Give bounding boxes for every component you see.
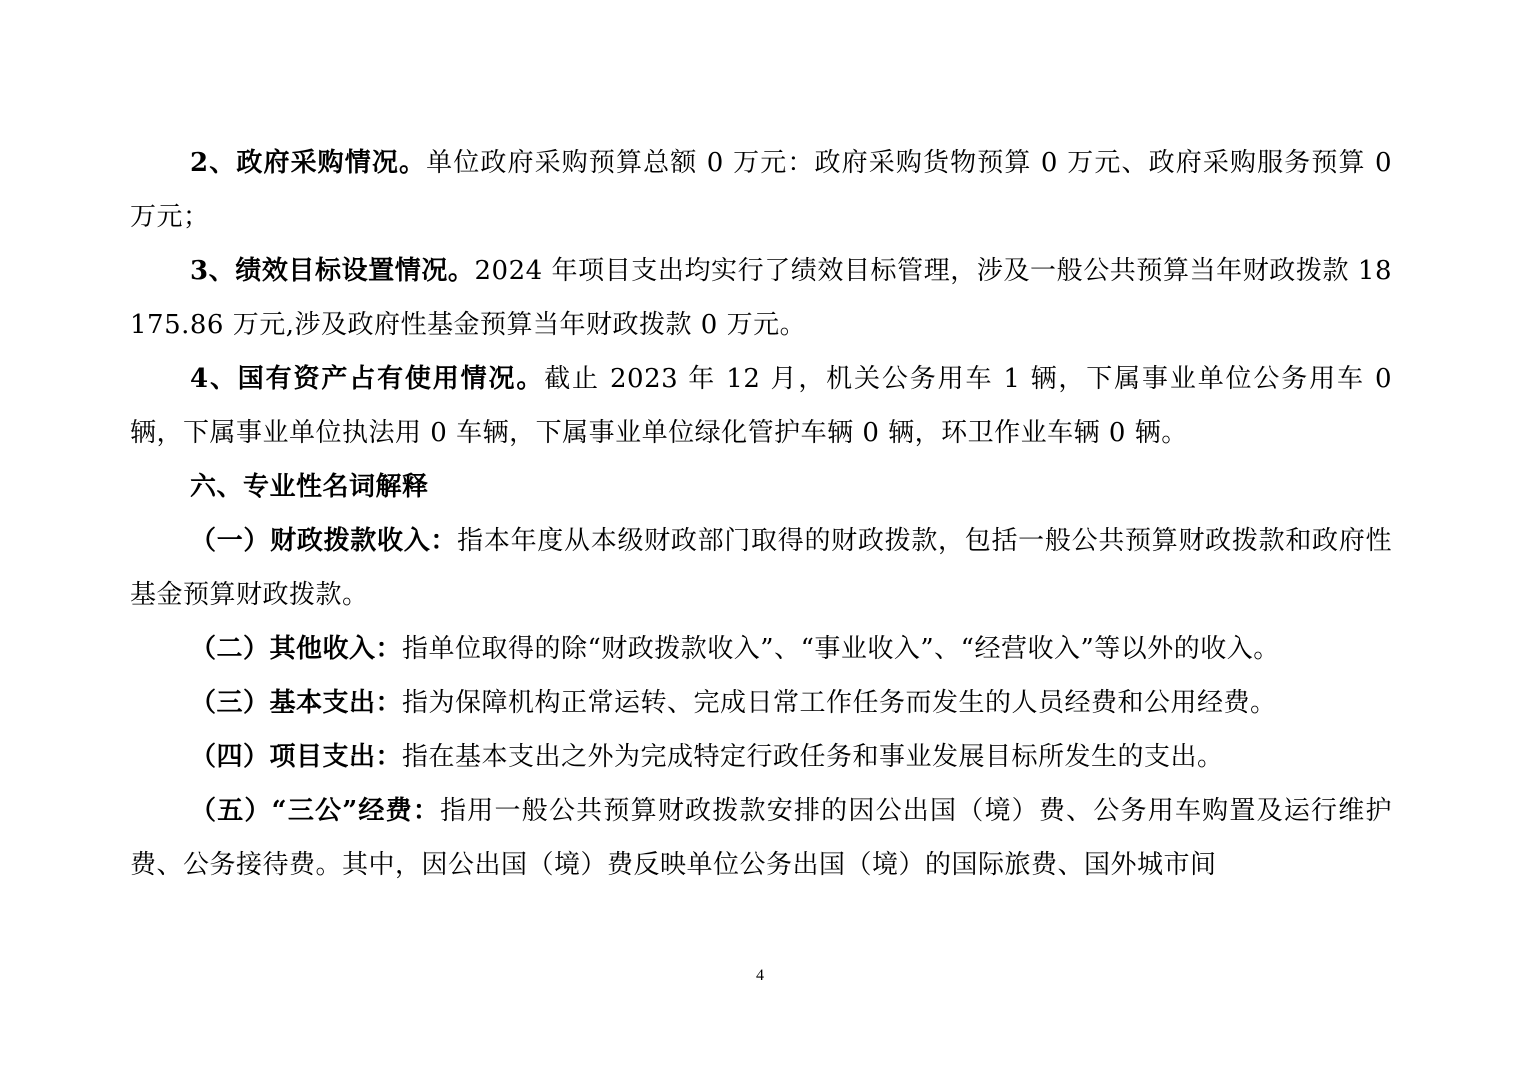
paragraph-performance-targets [130, 244, 1392, 352]
term-definition: 指本年度从本级财政部门取得的财政拨款，包括一般公共预算财政拨款和政府性基金预算财政拨款。 [130, 526, 1392, 610]
term-definition: 指在基本支出之外为完成特定行政任务和事业发展目标所发生的支出。 [402, 742, 1224, 772]
term-label: （二）其他收入： [190, 634, 403, 664]
term-definition: 指用一般公共预算财政拨款安排的因公出国（境）费、公务用车购置及运行维护费、公务接待费。其中，因公出国（境）费反映单位公务出国（境）的国际旅费、国外城市间 [130, 796, 1392, 880]
page-number: 4 [756, 967, 764, 984]
paragraph-government-procurement [130, 136, 1392, 244]
term-project-expenditure [130, 730, 1392, 784]
term-other-income [130, 622, 1392, 676]
term-fiscal-appropriation-income [130, 514, 1392, 622]
term-definition: 指单位取得的除“财政拨款收入”、“事业收入”、“经营收入”等以外的收入。 [402, 634, 1280, 664]
section-heading-terms [130, 460, 1392, 514]
term-basic-expenditure [130, 676, 1392, 730]
term-label: （四）项目支出： [190, 742, 403, 772]
page-body [130, 136, 1392, 892]
term-definition: 指为保障机构正常运转、完成日常工作任务而发生的人员经费和公用经费。 [402, 688, 1277, 718]
section-heading: 六、专业性名词解释 [190, 472, 429, 502]
paragraph-text: 2024 年项目支出均实行了绩效目标管理，涉及一般公共预算当年财政拨款 18175.86 万元,涉及政府性基金预算当年财政拨款 0 万元。 [130, 256, 1392, 340]
term-three-public-expenses [130, 784, 1392, 892]
paragraph-state-assets [130, 352, 1392, 460]
paragraph-text: 截止 2023 年 12 月，机关公务用车 1 辆，下属事业单位公务用车 0 辆，下属事业单位执法用 0 车辆，下属事业单位绿化管护车辆 0 辆，环卫作业车辆 0 辆。 [130, 364, 1392, 448]
paragraph-lead: 3、绩效目标设置情况。 [190, 256, 475, 286]
paragraph-text: 单位政府采购预算总额 0 万元：政府采购货物预算 0 万元、政府采购服务预算 0 万元； [130, 148, 1393, 232]
paragraph-lead: 2、政府采购情况。 [190, 148, 427, 178]
paragraph-lead: 4、国有资产占有使用情况。 [190, 364, 545, 394]
term-label: （五）“三公”经费： [190, 796, 441, 826]
term-label: （一）财政拨款收入： [190, 526, 458, 556]
term-label: （三）基本支出： [190, 688, 403, 718]
